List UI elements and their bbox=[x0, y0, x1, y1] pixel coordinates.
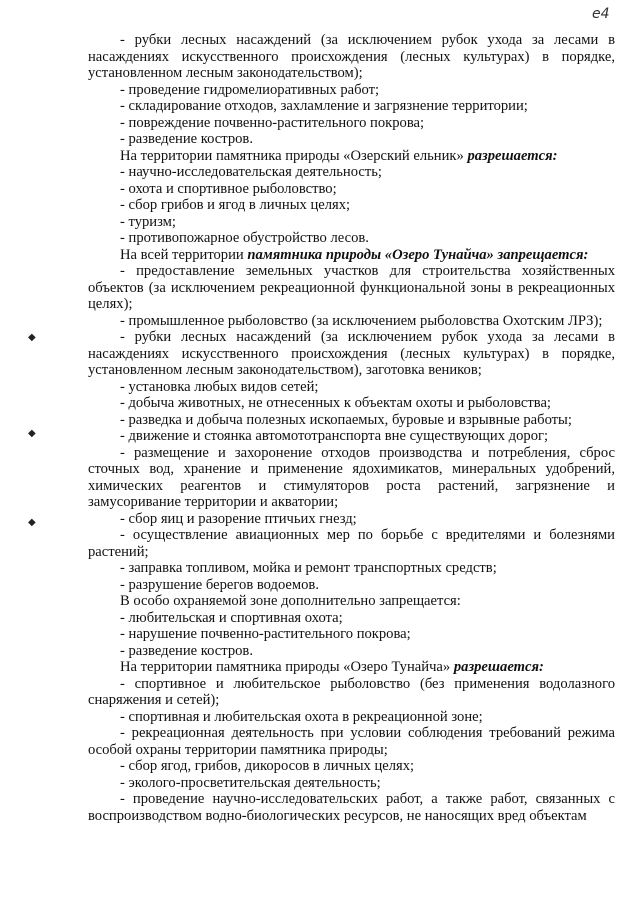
margin-mark: ◆ bbox=[28, 517, 36, 528]
paragraph: - рубки лесных насаждений (за исключением рубок ухода за лесами в насаждениях искусственного происхождения (лесных культурах) в порядке, установленном лесным законодательством), заготовка веников; bbox=[88, 329, 615, 378]
paragraph: - разведение костров. bbox=[120, 642, 253, 659]
section-heading bbox=[88, 247, 615, 264]
heading-text: На всей территории bbox=[120, 246, 248, 263]
paragraph: В особо охраняемой зоне дополнительно запрещается: bbox=[120, 593, 461, 609]
heading-emphasis: памятника природы «Озеро Тунайча» запрещается: bbox=[247, 246, 589, 263]
paragraph: - добыча животных, не отнесенных к объектам охоты и рыболовства; bbox=[120, 395, 551, 411]
paragraph: - любительская и спортивная охота; bbox=[120, 609, 343, 626]
paragraph: - противопожарное обустройство лесов. bbox=[120, 230, 369, 246]
paragraph: - промышленное рыболовство (за исключением рыболовства Охотским ЛРЗ); bbox=[120, 312, 603, 329]
paragraph: - проведение гидромелиоративных работ; bbox=[120, 81, 380, 98]
paragraph: - нарушение почвенно-растительного покрова; bbox=[120, 626, 411, 642]
paragraph: - движение и стоянка автомототранспорта вне существующих дорог; bbox=[120, 428, 549, 444]
heading-text: На территории памятника природы «Озерский ельник» bbox=[120, 147, 468, 164]
section-heading bbox=[88, 148, 615, 165]
paragraph: - спортивное и любительское рыболовство (без применения водолазного снаряжения и сетей); bbox=[88, 675, 615, 708]
paragraph: - рубки лесных насаждений (за исключением рубок ухода за лесами в насаждениях искусственного происхождения (лесных культурах) в порядке, установленном лесным законодательством); bbox=[88, 32, 615, 81]
paragraph: - осуществление авиационных мер по борьбе с вредителями и болезнями растений; bbox=[88, 527, 615, 560]
paragraph: - сбор яиц и разорение птичьих гнезд; bbox=[120, 510, 357, 527]
paragraph: - установка любых видов сетей; bbox=[120, 378, 319, 395]
paragraph: - спортивная и любительская охота в рекреационной зоне; bbox=[120, 708, 483, 725]
paragraph: - разведка и добыча полезных ископаемых, буровые и взрывные работы; bbox=[120, 411, 572, 428]
paragraph: - повреждение почвенно-растительного покрова; bbox=[120, 114, 425, 131]
paragraph: - разведение костров. bbox=[120, 131, 253, 147]
paragraph: - сбор ягод, грибов, дикоросов в личных целях; bbox=[120, 758, 415, 774]
heading-emphasis: разрешается: bbox=[467, 147, 558, 164]
paragraph: - размещение и захоронение отходов производства и потребления, сброс сточных вод, хранение и применение ядохимикатов, минеральных удобрений, химических реагентов и стимуляторов роста растений, загрязнение и замусоривание территории и акватории; bbox=[88, 444, 615, 510]
paragraph: - заправка топливом, мойка и ремонт транспортных средств; bbox=[120, 560, 497, 576]
page-number: е4 bbox=[592, 6, 610, 22]
document-body bbox=[88, 32, 615, 824]
paragraph: - научно-исследовательская деятельность; bbox=[120, 164, 382, 180]
paragraph: - разрушение берегов водоемов. bbox=[120, 576, 319, 593]
heading-emphasis: разрешается: bbox=[453, 659, 544, 675]
paragraph: - сбор грибов и ягод в личных целях; bbox=[120, 197, 351, 213]
paragraph: - охота и спортивное рыболовство; bbox=[120, 180, 337, 197]
margin-mark: ◆ bbox=[28, 332, 36, 343]
heading-text: На территории памятника природы «Озеро Тунайча» bbox=[120, 659, 454, 675]
paragraph: - рекреационная деятельность при условии соблюдения требований режима особой охраны территории памятника природы; bbox=[88, 725, 615, 758]
paragraph: - складирование отходов, захламление и загрязнение территории; bbox=[120, 98, 528, 114]
paragraph: - туризм; bbox=[120, 213, 176, 230]
paragraph: - проведение научно-исследовательских работ, а также работ, связанных с воспроизводством водно-биологических ресурсов, не наносящих вред объектам bbox=[88, 791, 615, 824]
margin-mark: ◆ bbox=[28, 428, 36, 439]
paragraph: - эколого-просветительская деятельность; bbox=[120, 774, 381, 791]
section-heading bbox=[88, 659, 615, 676]
paragraph: - предоставление земельных участков для строительства хозяйственных объектов (за исключением рекреационной функциональной зоны в рекреационных целях); bbox=[88, 263, 615, 312]
